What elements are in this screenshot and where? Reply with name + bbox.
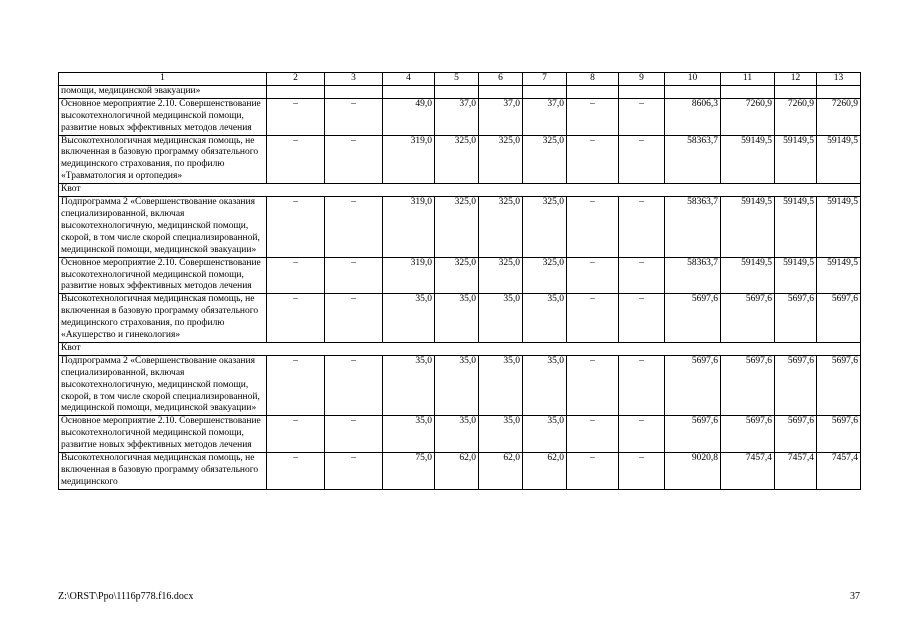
value-cell: 5697,6 (775, 294, 817, 343)
value-cell: 325,0 (435, 257, 479, 294)
value-cell: 62,0 (435, 453, 479, 490)
table-row (59, 85, 861, 98)
value-cell: 5697,6 (817, 294, 861, 343)
column-header: 9 (619, 73, 665, 86)
description-cell: Подпрограмма 2 «Совершенствование оказания специализированной, включая высокотехнологичную, медицинской помощи, скорой, в том числе скорой специализированной, медицинской помощи, медицинской эвакуации» (59, 355, 267, 416)
table-row (59, 416, 861, 453)
table-row (59, 294, 861, 343)
value-cell: – (325, 355, 383, 416)
value-cell: 35,0 (523, 294, 567, 343)
value-cell: 319,0 (383, 135, 435, 184)
value-cell: – (267, 294, 325, 343)
table-row (59, 98, 861, 135)
column-header: 11 (721, 73, 775, 86)
value-cell: 37,0 (479, 98, 523, 135)
value-cell: – (619, 257, 665, 294)
value-cell: – (325, 294, 383, 343)
value-cell: 319,0 (383, 197, 435, 258)
value-cell: – (267, 355, 325, 416)
value-cell: 37,0 (435, 98, 479, 135)
table-row (59, 257, 861, 294)
value-cell: 5697,6 (665, 294, 721, 343)
value-cell: – (325, 197, 383, 258)
header-row (59, 73, 861, 86)
empty-cell (817, 85, 861, 98)
value-cell: 7457,4 (817, 453, 861, 490)
value-cell: 325,0 (523, 197, 567, 258)
description-cell: Основное мероприятие 2.10. Совершенствование высокотехнологичной медицинской помощи, развитие новых эффективных методов лечения (59, 257, 267, 294)
value-cell: – (567, 416, 619, 453)
value-cell: – (619, 197, 665, 258)
value-cell: – (619, 453, 665, 490)
value-cell: – (619, 294, 665, 343)
value-cell: 5697,6 (775, 355, 817, 416)
value-cell: 37,0 (523, 98, 567, 135)
value-cell: 35,0 (383, 355, 435, 416)
value-cell: 5697,6 (817, 355, 861, 416)
value-cell: – (619, 98, 665, 135)
value-cell: 59149,5 (775, 135, 817, 184)
value-cell: 5697,6 (775, 416, 817, 453)
value-cell: – (619, 355, 665, 416)
value-cell: 58363,7 (665, 257, 721, 294)
column-header: 5 (435, 73, 479, 86)
value-cell: 59149,5 (817, 135, 861, 184)
footer-file-path: Z:\ORST\Ppo\1116p778.f16.docx (58, 591, 194, 602)
value-cell: – (267, 98, 325, 135)
empty-cell (523, 85, 567, 98)
value-cell: 325,0 (479, 135, 523, 184)
value-cell: – (567, 294, 619, 343)
value-cell: 62,0 (523, 453, 567, 490)
value-cell: 325,0 (479, 197, 523, 258)
value-cell: 75,0 (383, 453, 435, 490)
table-row (59, 184, 861, 197)
empty-cell (567, 85, 619, 98)
value-cell: 35,0 (435, 294, 479, 343)
column-header: 2 (267, 73, 325, 86)
value-cell: – (619, 416, 665, 453)
value-cell: 7457,4 (775, 453, 817, 490)
value-cell: 7260,9 (775, 98, 817, 135)
empty-cell (383, 85, 435, 98)
value-cell: 5697,6 (721, 355, 775, 416)
table-header (59, 73, 861, 86)
value-cell: 35,0 (479, 294, 523, 343)
column-header: 1 (59, 73, 267, 86)
column-header: 3 (325, 73, 383, 86)
description-cell: Высокотехнологичная медицинская помощь, не включенная в базовую программу обязательного медицинского (59, 453, 267, 490)
value-cell: 58363,7 (665, 135, 721, 184)
value-cell: 35,0 (383, 416, 435, 453)
table-row (59, 135, 861, 184)
value-cell: 35,0 (479, 416, 523, 453)
value-cell: 59149,5 (775, 197, 817, 258)
value-cell: 9020,8 (665, 453, 721, 490)
unit-row-cell: Квот (59, 342, 861, 355)
value-cell: 35,0 (435, 355, 479, 416)
value-cell: 59149,5 (721, 257, 775, 294)
value-cell: 5697,6 (721, 294, 775, 343)
empty-cell (775, 85, 817, 98)
value-cell: 325,0 (523, 257, 567, 294)
table-row (59, 342, 861, 355)
empty-cell (325, 85, 383, 98)
unit-row-cell: Квот (59, 184, 861, 197)
table-row (59, 355, 861, 416)
empty-cell (267, 85, 325, 98)
value-cell: 35,0 (479, 355, 523, 416)
description-cell: Основное мероприятие 2.10. Совершенствование высокотехнологичной медицинской помощи, развитие новых эффективных методов лечения (59, 416, 267, 453)
description-cell: Основное мероприятие 2.10. Совершенствование высокотехнологичной медицинской помощи, развитие новых эффективных методов лечения (59, 98, 267, 135)
description-cell: Высокотехнологичная медицинская помощь, не включенная в базовую программу обязательного медицинского страхования, по профилю «Травматология и ортопедия» (59, 135, 267, 184)
value-cell: 59149,5 (775, 257, 817, 294)
value-cell: 325,0 (523, 135, 567, 184)
value-cell: – (267, 197, 325, 258)
value-cell: 7260,9 (721, 98, 775, 135)
value-cell: – (267, 453, 325, 490)
budget-table (58, 72, 861, 490)
value-cell: – (567, 355, 619, 416)
column-header: 13 (817, 73, 861, 86)
value-cell: – (325, 453, 383, 490)
value-cell: 5697,6 (665, 416, 721, 453)
value-cell: – (567, 197, 619, 258)
value-cell: – (567, 135, 619, 184)
value-cell: 35,0 (435, 416, 479, 453)
description-cell: помощи, медицинской эвакуации» (59, 85, 267, 98)
value-cell: 5697,6 (817, 416, 861, 453)
value-cell: – (567, 98, 619, 135)
value-cell: – (267, 135, 325, 184)
table-row (59, 197, 861, 258)
empty-cell (721, 85, 775, 98)
column-header: 10 (665, 73, 721, 86)
column-header: 6 (479, 73, 523, 86)
description-cell: Подпрограмма 2 «Совершенствование оказания специализированной, включая высокотехнологичную, медицинской помощи, скорой, в том числе скорой специализированной, медицинской помощи, медицинской эвакуации» (59, 197, 267, 258)
page-number: 37 (850, 591, 860, 602)
value-cell: 319,0 (383, 257, 435, 294)
value-cell: 325,0 (435, 135, 479, 184)
empty-cell (435, 85, 479, 98)
value-cell: 325,0 (435, 197, 479, 258)
value-cell: – (325, 135, 383, 184)
value-cell: 325,0 (479, 257, 523, 294)
value-cell: – (619, 135, 665, 184)
value-cell: 35,0 (523, 355, 567, 416)
value-cell: 35,0 (523, 416, 567, 453)
column-header: 7 (523, 73, 567, 86)
value-cell: – (325, 416, 383, 453)
value-cell: 62,0 (479, 453, 523, 490)
value-cell: 35,0 (383, 294, 435, 343)
value-cell: 59149,5 (721, 197, 775, 258)
value-cell: 7457,4 (721, 453, 775, 490)
value-cell: 59149,5 (817, 257, 861, 294)
value-cell: 49,0 (383, 98, 435, 135)
empty-cell (619, 85, 665, 98)
column-header: 12 (775, 73, 817, 86)
value-cell: 5697,6 (721, 416, 775, 453)
value-cell: – (267, 257, 325, 294)
empty-cell (479, 85, 523, 98)
value-cell: 59149,5 (721, 135, 775, 184)
value-cell: – (267, 416, 325, 453)
table-body (59, 85, 861, 489)
table-row (59, 453, 861, 490)
column-header: 8 (567, 73, 619, 86)
value-cell: 58363,7 (665, 197, 721, 258)
value-cell: – (325, 98, 383, 135)
value-cell: 7260,9 (817, 98, 861, 135)
value-cell: 5697,6 (665, 355, 721, 416)
empty-cell (665, 85, 721, 98)
column-header: 4 (383, 73, 435, 86)
value-cell: 59149,5 (817, 197, 861, 258)
value-cell: – (325, 257, 383, 294)
value-cell: – (567, 453, 619, 490)
description-cell: Высокотехнологичная медицинская помощь, не включенная в базовую программу обязательного медицинского страхования, по профилю «Акушерство и гинекология» (59, 294, 267, 343)
value-cell: – (567, 257, 619, 294)
value-cell: 8606,3 (665, 98, 721, 135)
